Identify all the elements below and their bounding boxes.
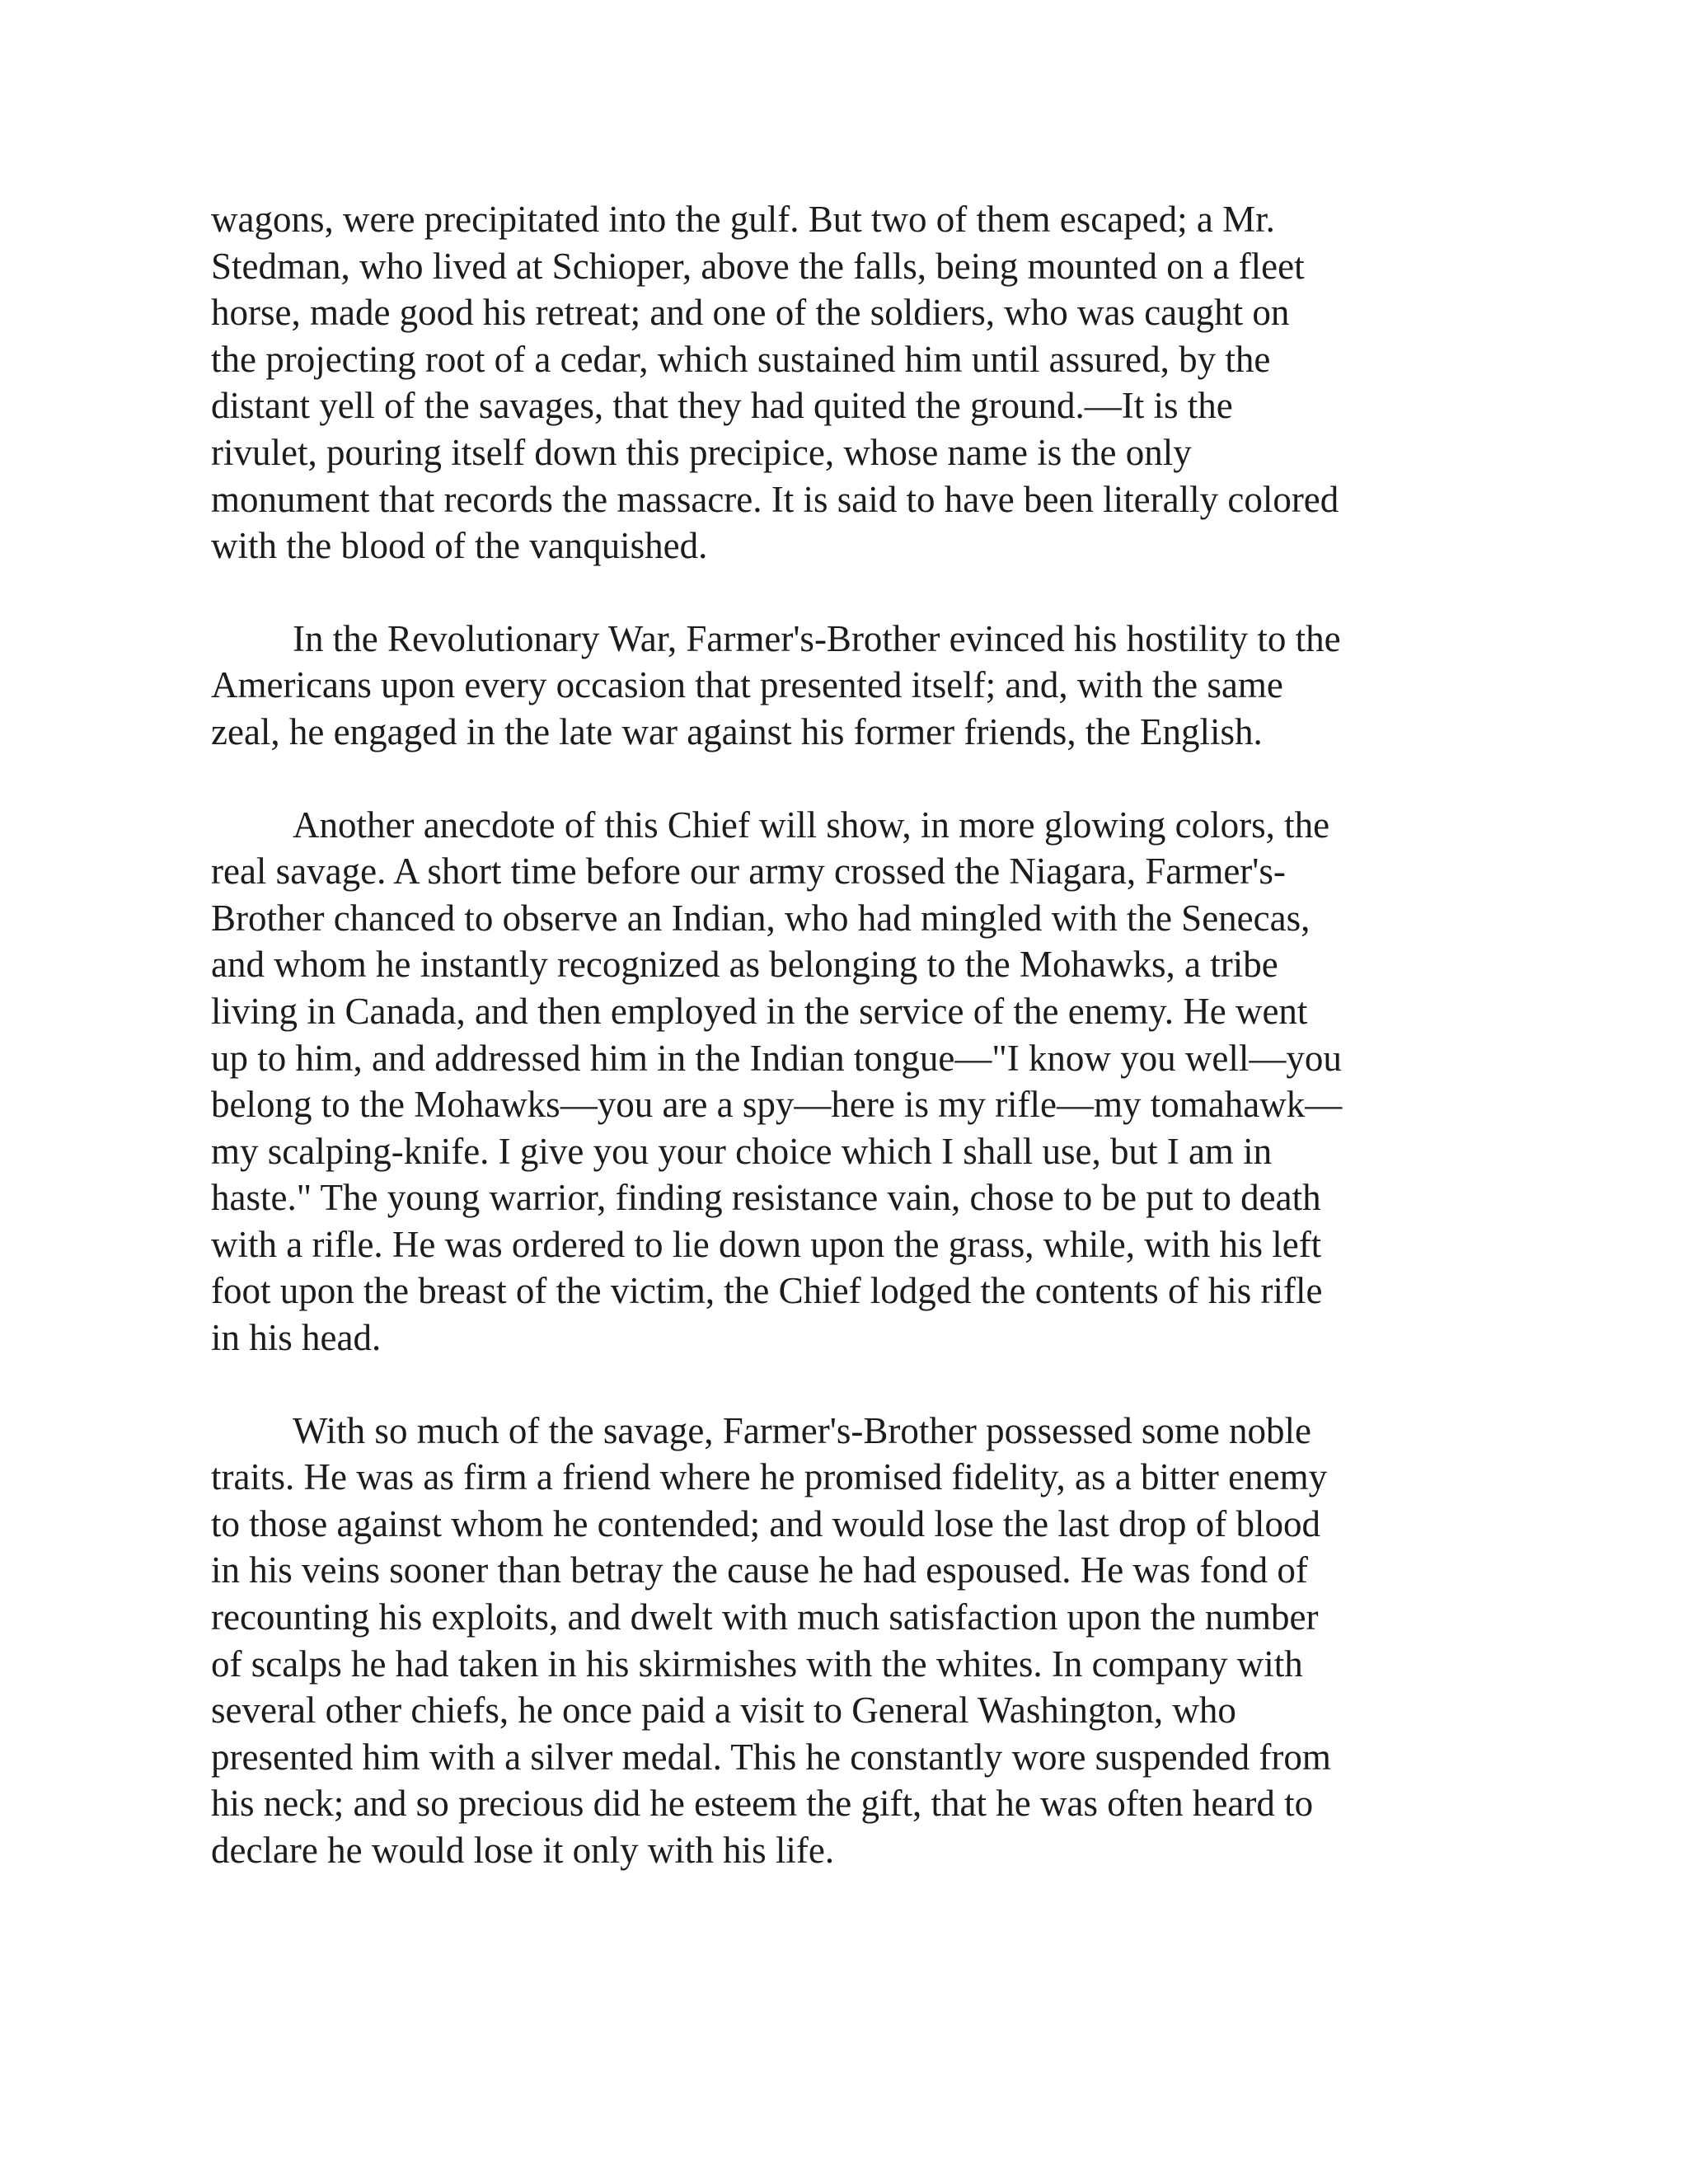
text-line: monument that records the massacre. It is said to have been literally colored [211,478,1339,520]
paragraph [211,616,1480,756]
text-line: with the blood of the vanquished. [211,525,708,567]
text-line: and whom he instantly recognized as belonging to the Mohawks, a tribe [211,944,1278,986]
text-line: Stedman, who lived at Schioper, above the falls, being mounted on a fleet [211,245,1305,287]
text-line: the projecting root of a cedar, which sustained him until assured, by the [211,338,1271,380]
text-line: In the Revolutionary War, Farmer's-Brother evinced his hostility to the [293,617,1341,659]
text-line: living in Canada, and then employed in the service of the enemy. He went [211,990,1308,1032]
text-line: my scalping-knife. I give you your choice which I shall use, but I am in [211,1130,1273,1172]
text-line: declare he would lose it only with his life. [211,1830,835,1871]
text-line: foot upon the breast of the victim, the Chief lodged the contents of his rifle [211,1270,1323,1312]
text-line: horse, made good his retreat; and one of the soldiers, who was caught on [211,292,1290,334]
text-line: in his veins sooner than betray the cause he had espoused. He was fond of [211,1549,1308,1591]
text-line: haste." The young warrior, finding resistance vain, chose to be put to death [211,1177,1321,1219]
text-line: Another anecdote of this Chief will show, in more glowing colors, the [293,804,1330,846]
text-line: presented him with a silver medal. This he constantly wore suspended from [211,1736,1331,1778]
text-line: rivulet, pouring itself down this precipice, whose name is the only [211,431,1192,473]
text-line: his neck; and so precious did he esteem the gift, that he was often heard to [211,1783,1314,1825]
text-line: recounting his exploits, and dwelt with much satisfaction upon the number [211,1596,1319,1638]
text-line: in his head. [211,1317,382,1359]
paragraph [211,1408,1480,1874]
text-line: Americans upon every occasion that presented itself; and, with the same [211,664,1283,706]
paragraph [211,196,1480,569]
text-line: zeal, he engaged in the late war against his former friends, the English. [211,710,1263,752]
text-line: real savage. A short time before our army crossed the Niagara, Farmer's- [211,851,1286,893]
text-line: to those against whom he contended; and would lose the last drop of blood [211,1502,1321,1544]
text-line: of scalps he had taken in his skirmishes with the whites. In company with [211,1643,1303,1685]
text-line: Brother chanced to observe an Indian, who had mingled with the Senecas, [211,897,1311,939]
text-line: distant yell of the savages, that they had quited the ground.—It is the [211,385,1233,427]
text-line: traits. He was as firm a friend where he promised fidelity, as a bitter enemy [211,1456,1328,1498]
text-line: wagons, were precipitated into the gulf. But two of them escaped; a Mr. [211,199,1275,240]
paragraph [211,802,1480,1361]
text-line: With so much of the savage, Farmer's-Brother possessed some noble [293,1409,1312,1451]
text-line: with a rifle. He was ordered to lie down upon the grass, while, with his left [211,1223,1322,1265]
body-text [211,196,1480,1920]
text-line: belong to the Mohawks—you are a spy—here is my rifle—my tomahawk— [211,1084,1343,1126]
text-line: up to him, and addressed him in the Indian tongue—"I know you well—you [211,1037,1342,1079]
text-line: several other chiefs, he once paid a visit to General Washington, who [211,1690,1236,1732]
